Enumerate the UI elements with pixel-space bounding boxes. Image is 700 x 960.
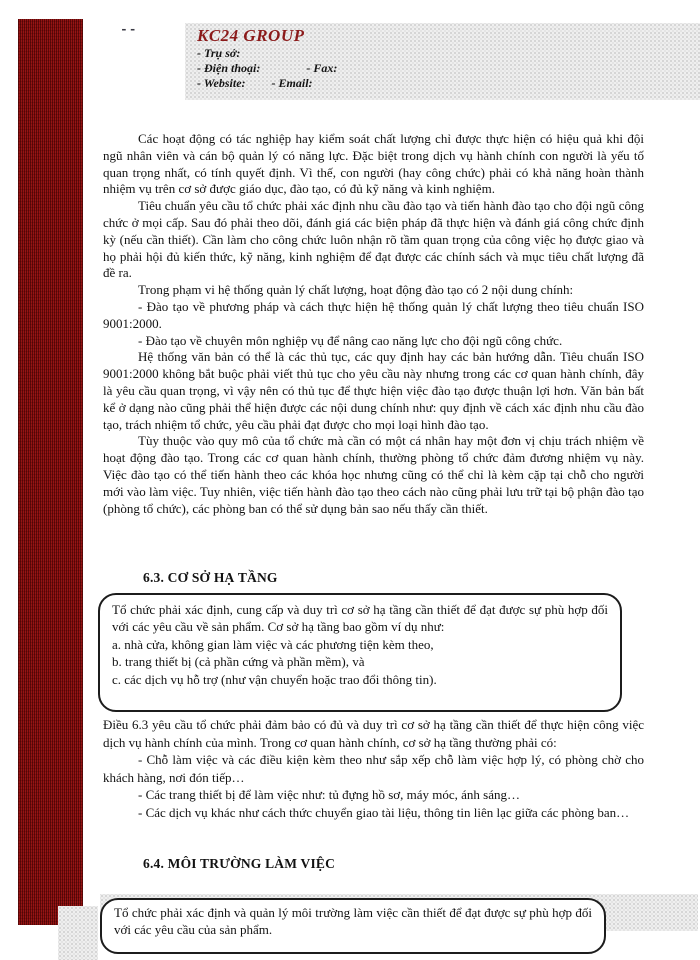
corner-dashes: -- (120, 22, 138, 37)
section-heading-6-3: 6.3. CƠ SỞ HẠ TẦNG (143, 570, 278, 585)
letterhead-phone-line (197, 61, 700, 76)
letterhead-web-line (197, 76, 700, 91)
body-paragraph: Tiêu chuẩn yêu cầu tổ chức phải xác định nhu cầu đào tạo và tiến hành đào tạo cho đội ngũ công chức ở mọi cấp. Sau đó phải theo dõi, đánh giá các biện pháp đã thực hiện và đánh giá công chức định kỳ (nếu cần thiết). Cần làm cho công chức luôn nhận rõ tầm quan trọng của công việc họ được giao và họ phải hội đủ kiến thức, kỹ năng, kinh nghiệm để đạt được các chính sách và mục tiêu chất lượng đã đề ra. (103, 198, 644, 281)
website-label: - Website: (197, 76, 246, 90)
side-accent-bar (18, 19, 83, 925)
email-label: - Email: (271, 76, 313, 90)
quote-box-item: b. trang thiết bị (cả phần cứng và phần mềm), và (112, 654, 365, 670)
body-paragraph: - Đào tạo về phương pháp và cách thực hiện hệ thống quản lý chất lượng theo tiêu chuẩn ISO 9001:2000. (103, 298, 644, 331)
body-paragraph: - Đào tạo về chuyên môn nghiệp vụ để nâng cao năng lực cho đội ngũ công chức. (138, 332, 563, 348)
work-environment-quote-box (100, 898, 606, 954)
infrastructure-quote-box (98, 593, 622, 712)
body-paragraph: Các hoạt động có tác nghiệp hay kiểm soát chất lượng chỉ được thực hiện có hiệu quả khi đội ngũ nhân viên và cán bộ quản lý có năng lực. Đặc biệt trong dịch vụ hành chính con người là yếu tố quan trọng nhất, có tính quyết định. Vì thế, con người (hay công chức) phải có khả năng hoàn thành nhiệm vụ trên cơ sở được giáo dục, đào tạo, có đủ kỹ năng và kinh nghiệm. (103, 131, 644, 197)
letterhead (185, 23, 700, 100)
body-paragraph: Điều 6.3 yêu cầu tổ chức phải đảm bảo có đủ và duy trì cơ sở hạ tầng cần thiết để thực hiện công việc dịch vụ hành chính của mình. Trong cơ quan hành chính, cơ sở hạ tầng thường phải có: (103, 717, 644, 750)
quote-box-intro: Tổ chức phải xác định, cung cấp và duy trì cơ sở hạ tầng cần thiết để đạt được sự phù hợp đối với các yêu cầu về sản phẩm. Cơ sở hạ tầng bao gồm ví dụ như: (112, 602, 608, 635)
body-paragraph: - Chỗ làm việc và các điều kiện kèm theo như sắp xếp chỗ làm việc hợp lý, có phòng chờ cho khách hàng, nơi đón tiếp… (103, 752, 644, 785)
phone-label: - Điện thoại: (197, 61, 261, 75)
body-paragraph: Trong phạm vi hệ thống quản lý chất lượng, hoạt động đào tạo có 2 nội dung chính: (138, 282, 574, 298)
letterhead-address-line (197, 46, 700, 61)
brand-name: KC24 GROUP (197, 26, 305, 45)
body-paragraph: - Các dịch vụ khác như cách thức chuyển giao tài liệu, thông tin liên lạc giữa các phòng ban… (138, 804, 630, 820)
fax-label: - Fax: (306, 61, 338, 75)
section-heading-6-4: 6.4. MÔI TRƯỜNG LÀM VIỆC (143, 856, 336, 871)
section-6-3-commentary (103, 716, 644, 848)
address-label: - Trụ sở: (197, 46, 241, 60)
quote-box-item: a. nhà cửa, không gian làm việc và các phương tiện kèm theo, (112, 636, 434, 652)
body-paragraph: Hệ thống văn bản có thể là các thủ tục, các quy định hay các bản hướng dẫn. Tiêu chuẩn ISO 9001:2000 không bắt buộc phải viết thủ tục cho yêu cầu này nhưng trong các cơ quan hành chính, đây là yêu cầu quan trọng, vì vậy nên có thủ tục để thực hiện việc đào tạo được thuận lợi hơn. Văn bản bất kể ở dạng nào cũng phải thể hiện được các nội dung chính như: quy định về cách xác định nhu cầu đào tạo, trách nhiệm tổ chức, yêu cầu phải đạt được cho mọi loại hình đào tạo. (103, 349, 644, 432)
body-text-block (103, 131, 644, 569)
body-paragraph: - Các trang thiết bị để làm việc như: tủ đựng hồ sơ, máy móc, ánh sáng… (138, 787, 520, 803)
quote-box-item: c. các dịch vụ hỗ trợ (như vận chuyển hoặc trao đổi thông tin). (112, 671, 437, 687)
quote-box-text: Tổ chức phải xác định và quản lý môi trường làm việc cần thiết để đạt được sự phù hợp đối với các yêu cầu của sản phẩm. (114, 905, 592, 938)
bottom-left-texture-patch (58, 906, 98, 960)
body-paragraph: Tùy thuộc vào quy mô của tổ chức mà cần có một cá nhân hay một đơn vị chịu trách nhiệm về hoạt động đào tạo. Trong các cơ quan hành chính, thường phòng tổ chức đảm đương nhiệm vụ này. Việc đào tạo có thể tiến hành theo các khóa học nhưng cũng có thể chỉ là kèm cặp tại chỗ cho người mới vào làm việc. Tuy nhiên, việc tiến hành đào tạo theo cách nào cũng phải lưu trữ tại bộ phận đào tạo (phòng tổ chức), các phòng ban có thể sử dụng bản sao nếu thấy cần thiết. (103, 433, 644, 516)
